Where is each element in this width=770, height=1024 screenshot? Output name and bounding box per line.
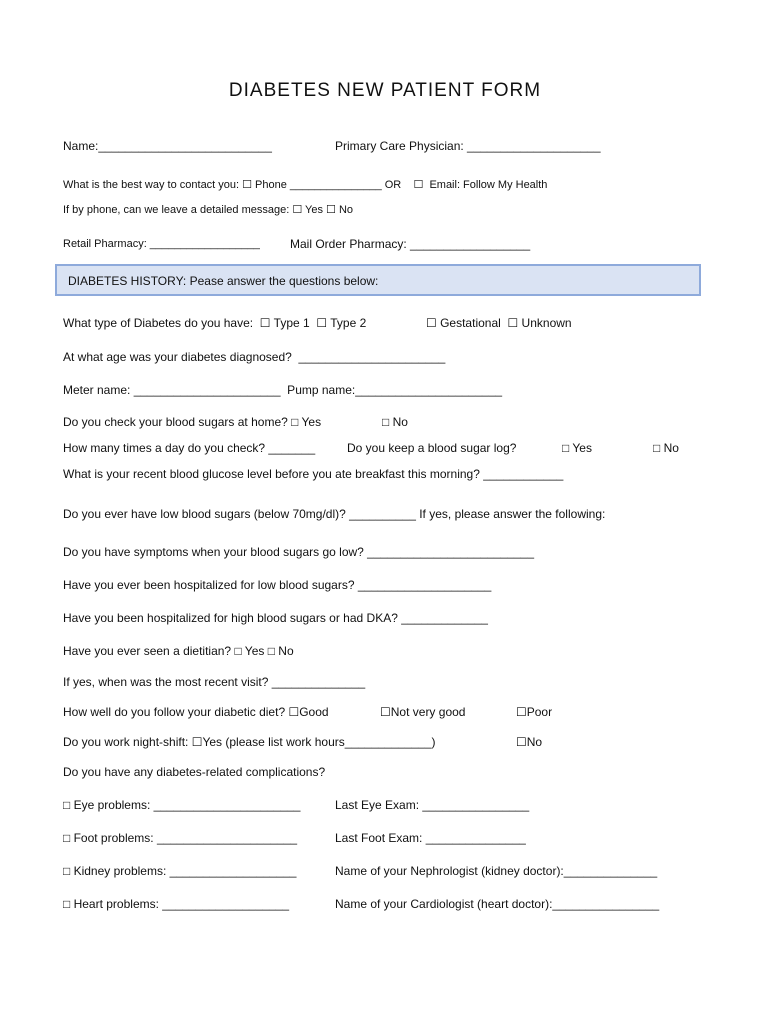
pcp-field[interactable]: Primary Care Physician: ____________________	[335, 139, 601, 153]
diet-not-very-good-checkbox[interactable]: ☐Not very good	[380, 705, 466, 719]
name-field[interactable]: Name:__________________________	[63, 139, 272, 153]
diabetes-type-other[interactable]: ☐ Gestational ☐ Unknown	[426, 316, 572, 330]
log-yes-checkbox[interactable]: □ Yes	[562, 441, 592, 455]
check-blood-sugar-no[interactable]: □ No	[382, 415, 408, 429]
blood-sugar-log-question: Do you keep a blood sugar log?	[347, 441, 517, 455]
hospitalized-high-field[interactable]: Have you been hospitalized for high blood sugars or had DKA? _____________	[63, 611, 488, 625]
diabetes-type[interactable]: What type of Diabetes do you have: ☐ Type 1 ☐ Type 2	[63, 316, 367, 330]
hospitalized-low-field[interactable]: Have you ever been hospitalized for low blood sugars? ____________________	[63, 578, 492, 592]
night-shift-question[interactable]: Do you work night-shift: ☐Yes (please list work hours_____________)	[63, 735, 436, 749]
checks-per-day-field[interactable]: How many times a day do you check? _______	[63, 441, 316, 455]
section-header-label: DIABETES HISTORY: Pease answer the questions below:	[68, 274, 379, 288]
log-no-checkbox[interactable]: □ No	[653, 441, 679, 455]
eye-problems-field[interactable]: □ Eye problems: ______________________	[63, 798, 301, 812]
complications-question: Do you have any diabetes-related complications?	[63, 765, 326, 779]
low-symptoms-field[interactable]: Do you have symptoms when your blood sugars go low? _________________________	[63, 545, 535, 559]
glucose-level-field[interactable]: What is your recent blood glucose level before you ate breakfast this morning? ____________	[63, 467, 564, 481]
check-blood-sugar[interactable]: Do you check your blood sugars at home? □ Yes	[63, 415, 322, 429]
nephrologist-field[interactable]: Name of your Nephrologist (kidney doctor):______________	[335, 864, 658, 878]
low-blood-sugar-field[interactable]: Do you ever have low blood sugars (below 70mg/dl)? __________ If yes, please answer the following:	[63, 507, 606, 521]
diagnosis-age-field[interactable]: At what age was your diabetes diagnosed? ______________________	[63, 350, 446, 364]
form-title: DIABETES NEW PATIENT FORM	[228, 80, 542, 101]
mail-order-pharmacy-field[interactable]: Mail Order Pharmacy: __________________	[290, 237, 531, 251]
heart-problems-field[interactable]: □ Heart problems: ___________________	[63, 897, 290, 911]
retail-pharmacy-field[interactable]: Retail Pharmacy: __________________	[63, 238, 260, 250]
contact-method[interactable]: What is the best way to contact you: ☐ Phone _______________ OR ☐ Email: Follow My Health	[63, 179, 548, 191]
kidney-problems-field[interactable]: □ Kidney problems: ___________________	[63, 864, 297, 878]
recent-visit-field[interactable]: If yes, when was the most recent visit? ______________	[63, 675, 366, 689]
diet-question[interactable]: How well do you follow your diabetic diet? ☐Good	[63, 705, 329, 719]
foot-problems-field[interactable]: □ Foot problems: _____________________	[63, 831, 298, 845]
meter-pump-field[interactable]: Meter name: ______________________ Pump name:______________________	[63, 383, 503, 397]
diet-poor-checkbox[interactable]: ☐Poor	[516, 705, 553, 719]
dietitian-question[interactable]: Have you ever seen a dietitian? □ Yes □ No	[63, 644, 294, 658]
last-eye-exam-field[interactable]: Last Eye Exam: ________________	[335, 798, 530, 812]
diabetes-history-header	[55, 264, 701, 296]
cardiologist-field[interactable]: Name of your Cardiologist (heart doctor):________________	[335, 897, 660, 911]
leave-message[interactable]: If by phone, can we leave a detailed message: ☐ Yes ☐ No	[63, 204, 354, 216]
night-shift-no-checkbox[interactable]: ☐No	[516, 735, 543, 749]
last-foot-exam-field[interactable]: Last Foot Exam: _______________	[335, 831, 526, 845]
